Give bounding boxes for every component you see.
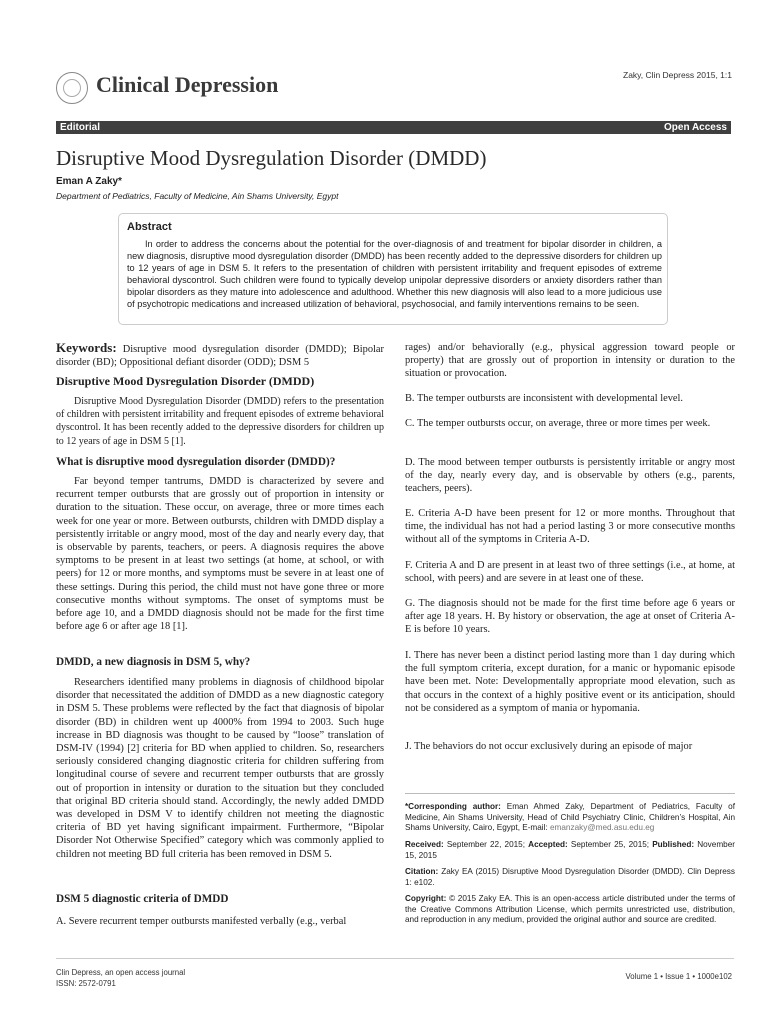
notes-divider [405,793,735,794]
section-paragraph: Researchers identified many problems in diagnosis of childhood bipolar disorder that necessitated the addition of DMDD as a new diagnostic category in DSM 5. These problems were reflected by the fact that diagnosis of bipolar disorder (BD) in children went up 4000% from 1994 to 2003. Such huge increase in BD diagnosis was thought to be caused by “loose” translation of DSM-IV (1994) [2] criteria for BD when applied to children. So, researchers seriously considered changing diagnostic criteria for children suffering from longitudinal course of severe and recurrent temper outbursts that are grossly out of proportion in intensity or duration to the situation but they concluded that original BD criteria should stand. Accordingly, the newly added DMDD was developed in DSM V to identify children not meeting the diagnostic criteria of BD yet having significant impairment. Furthermore, “Bipolar Disorder Not Otherwise Specified” category which was commonly applied to children not meeting BD full criteria has been removed in DSM 5. [56,677,384,860]
footer-volume: Volume 1 • Issue 1 • 1000e102 [625,972,732,981]
journal-seal-logo [56,72,88,104]
open-access-label: Open Access [664,122,727,133]
header-citation: Zaky, Clin Depress 2015, 1:1 [623,70,732,80]
received-label: Received: [405,840,444,849]
section-paragraph: Disruptive Mood Dysregulation Disorder (DMDD) refers to the presentation of children with persistent irritability and frequent episodes of extreme behavioral dyscontrol. It has been recently added to the depressive disorders for children up to 12 years of age in DSM 5 [1]. [56,396,384,447]
corr-text: Eman Ahmed Zaky, Department of Pediatrics, Faculty of Medicine, Ain Shams University, Head of Child Psychiatry Clinic, Children’s Hospital, Ain Shams University, Cairo, Egypt, E-mail: [405,802,735,832]
criteria-c: C. The temper outbursts occur, on average, three or more times per week. [405,418,711,429]
accepted-date: September 25, 2015; [570,840,650,849]
published-date: November 15, 2015 [405,840,735,860]
copyright-note [405,894,735,926]
section-paragraph: Far beyond temper tantrums, DMDD is characterized by severe and recurrent temper outbursts that are grossly out of proportion in intensity or duration to the situation. These occur, on average, three or more times each week for one year or more. Between outbursts, children with DMDD display a persistently irritable or angry mood, most of the day and nearly every day, that is observable by parents, teachers, or peers. A diagnosis requires the above symptoms to be present in at least two settings (at home, at school, or with peers) for 12 or more months, and symptoms must be severe in at least one of these settings. During this period, the child must not have gone three or more consecutive months without symptoms. The onset of symptoms must be before age 10, and a DMDD diagnosis should not be made for the first time before age 6 or after age 18 [1]. [56,476,384,633]
keywords-text: Disruptive mood dysregulation disorder (DMDD); Bipolar disorder (BD); Oppositional defiant disorder (ODD); DSM 5 [56,344,384,369]
citation-label: Citation: [405,867,439,876]
criteria-b: B. The temper outbursts are inconsistent with developmental level. [405,393,683,404]
criteria-f: F. Criteria A and D are present in at least two of three settings (i.e., at home, at school, with peers) and are severe in at least one of these. [405,560,735,585]
keywords [56,341,384,369]
section-heading: What is disruptive mood dysregulation disorder (DMDD)? [56,456,336,468]
citation-text: Zaky EA (2015) Disruptive Mood Dysregulation Disorder (DMDD). Clin Depress 1: e102. [405,867,735,887]
criteria-i: I. There has never been a distinct period lasting more than 1 day during which the full symptom criteria, except duration, for a manic or hypomanic episode have been met. Note: Developmentally appropriate mood elevation, such as that occurs in the context of a highly positive event or its anticipation, should not be considered as a symptom of mania or hypomania. [405,650,735,714]
accepted-label: Accepted: [528,840,568,849]
journal-title: Clinical Depression [96,72,279,97]
criteria-g-h: G. The diagnosis should not be made for the first time before age 6 years or after age 18 years. H. By history or observation, the age at onset of Criteria A-E is before 10 years. [405,598,735,636]
article-type-label: Editorial [60,122,101,133]
corr-label: *Corresponding author: [405,802,501,811]
corr-email-link[interactable]: emanzaky@med.asu.edu.eg [550,823,655,832]
abstract-heading: Abstract [127,221,172,233]
criteria-a: A. Severe recurrent temper outbursts manifested verbally (e.g., verbal [56,916,347,927]
corresponding-author-note [405,802,735,834]
section-heading: DMDD, a new diagnosis in DSM 5, why? [56,656,251,668]
section-heading: DSM 5 diagnostic criteria of DMDD [56,893,229,905]
section-heading: Disruptive Mood Dysregulation Disorder (DMDD) [56,374,315,388]
copyright-text: © 2015 Zaky EA. This is an open-access article distributed under the terms of the Creative Commons Attribution License, which permits unrestricted use, distribution, and reproduction in any medium, provided the original author and source are credited. [405,894,735,924]
footer-issn: ISSN: 2572-0791 [56,979,116,988]
article-title: Disruptive Mood Dysregulation Disorder (DMDD) [56,146,487,170]
keywords-label: Keywords: [56,340,117,355]
received-date: September 22, 2015; [446,840,526,849]
footer-divider [56,958,734,959]
copyright-label: Copyright: [405,894,447,903]
citation-note [405,867,735,888]
dates-note [405,840,735,861]
published-label: Published: [652,840,695,849]
criteria-a-continued: rages) and/or behaviorally (e.g., physical aggression toward people or property) that are grossly out of proportion in intensity or duration to the situation or provocation. [405,342,735,380]
criteria-d: D. The mood between temper outbursts is persistently irritable or angry most of the day, nearly every day, and is observable by others (e.g., parents, teachers, peers). [405,457,735,495]
criteria-j: J. The behaviors do not occur exclusively during an episode of major [405,741,693,752]
footer-journal-info [56,967,185,989]
author-affiliation: Department of Pediatrics, Faculty of Medicine, Ain Shams University, Egypt [56,191,339,201]
article-type-bar [56,121,731,134]
criteria-e: E. Criteria A-D have been present for 12 or more months. Throughout that time, the individual has not had a period lasting 3 or more consecutive months without all of the symptoms in Criteria A-D. [405,508,735,546]
abstract-text: In order to address the concerns about the potential for the over-diagnosis of and treatment for bipolar disorder in children, a new diagnosis, disruptive mood dysregulation disorder (DMDD) has been recently added to the depressive disorders for children up to 12 years of age in DSM 5. It refers to the presentation of children with persistent irritability and frequent episodes of extreme behavioral dyscontrol. Such children were found to typically develop unipolar depressive disorders or anxiety disorders rather than bipolar disorders as they mature into adolescence and adulthood. Whether this new diagnosis will also lead to a more judicious use of psychotropic medications and increased utilization of behavioral, psychosocial, and family interventions remains to be seen. [127,239,662,309]
footer-journal-name: Clin Depress, an open access journal [56,968,186,977]
author-name: Eman A Zaky* [56,176,122,187]
